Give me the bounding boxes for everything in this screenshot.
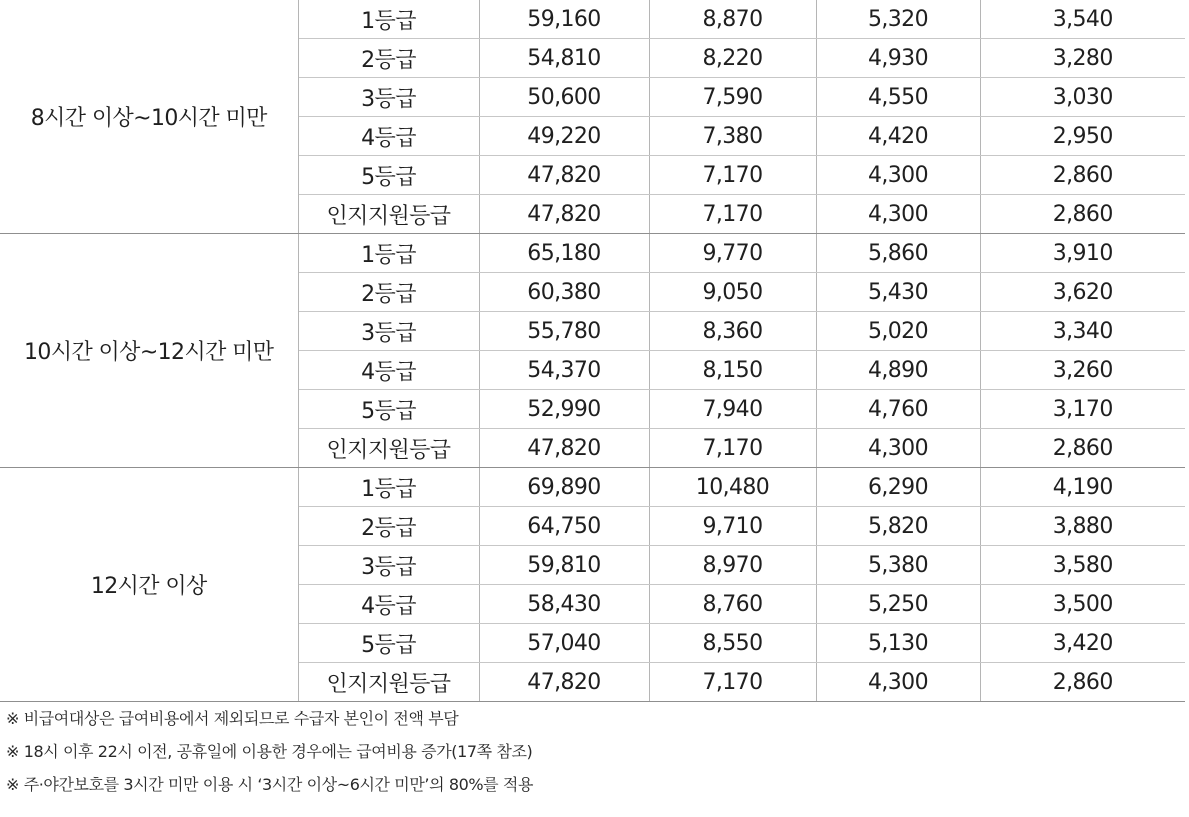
value-cell: 8,870 [649, 0, 816, 39]
notes [6, 704, 533, 803]
value-cell: 2,860 [980, 429, 1185, 468]
value-cell: 2,860 [980, 195, 1185, 234]
value-cell: 57,040 [479, 624, 649, 663]
value-cell: 4,300 [816, 429, 980, 468]
value-cell: 49,220 [479, 117, 649, 156]
value-cell: 3,420 [980, 624, 1185, 663]
value-cell: 7,590 [649, 78, 816, 117]
value-cell: 3,620 [980, 273, 1185, 312]
value-cell: 5,380 [816, 546, 980, 585]
grade-cell: 인지지원등급 [298, 195, 479, 234]
value-cell: 4,760 [816, 390, 980, 429]
value-cell: 55,780 [479, 312, 649, 351]
grade-cell: 인지지원등급 [298, 429, 479, 468]
value-cell: 54,810 [479, 39, 649, 78]
table-row [0, 0, 1185, 39]
value-cell: 6,290 [816, 468, 980, 507]
group-label: 10시간 이상~12시간 미만 [0, 234, 298, 468]
value-cell: 5,250 [816, 585, 980, 624]
grade-cell: 5등급 [298, 156, 479, 195]
value-cell: 60,380 [479, 273, 649, 312]
grade-cell: 1등급 [298, 468, 479, 507]
group-label: 12시간 이상 [0, 468, 298, 702]
value-cell: 4,930 [816, 39, 980, 78]
value-cell: 58,430 [479, 585, 649, 624]
note-1: ※ 비급여대상은 급여비용에서 제외되므로 수급자 본인이 전액 부담 [6, 709, 459, 728]
value-cell: 4,550 [816, 78, 980, 117]
value-cell: 54,370 [479, 351, 649, 390]
grade-cell: 4등급 [298, 117, 479, 156]
value-cell: 47,820 [479, 429, 649, 468]
value-cell: 8,970 [649, 546, 816, 585]
grade-cell: 3등급 [298, 546, 479, 585]
value-cell: 59,810 [479, 546, 649, 585]
grade-cell: 5등급 [298, 390, 479, 429]
value-cell: 3,500 [980, 585, 1185, 624]
value-cell: 3,170 [980, 390, 1185, 429]
value-cell: 8,360 [649, 312, 816, 351]
value-cell: 59,160 [479, 0, 649, 39]
value-cell: 2,860 [980, 156, 1185, 195]
value-cell: 7,940 [649, 390, 816, 429]
value-cell: 3,280 [980, 39, 1185, 78]
value-cell: 47,820 [479, 195, 649, 234]
value-cell: 50,600 [479, 78, 649, 117]
value-cell: 5,860 [816, 234, 980, 273]
value-cell: 47,820 [479, 156, 649, 195]
value-cell: 3,030 [980, 78, 1185, 117]
value-cell: 4,300 [816, 195, 980, 234]
value-cell: 4,190 [980, 468, 1185, 507]
value-cell: 5,320 [816, 0, 980, 39]
grade-cell: 3등급 [298, 312, 479, 351]
value-cell: 4,890 [816, 351, 980, 390]
value-cell: 4,300 [816, 663, 980, 702]
value-cell: 5,820 [816, 507, 980, 546]
grade-cell: 2등급 [298, 39, 479, 78]
value-cell: 2,860 [980, 663, 1185, 702]
value-cell: 3,880 [980, 507, 1185, 546]
value-cell: 9,050 [649, 273, 816, 312]
value-cell: 3,260 [980, 351, 1185, 390]
grade-cell: 인지지원등급 [298, 663, 479, 702]
table-row [0, 468, 1185, 507]
value-cell: 4,420 [816, 117, 980, 156]
value-cell: 5,430 [816, 273, 980, 312]
value-cell: 7,170 [649, 156, 816, 195]
table-row [0, 234, 1185, 273]
value-cell: 52,990 [479, 390, 649, 429]
value-cell: 69,890 [479, 468, 649, 507]
value-cell: 9,710 [649, 507, 816, 546]
note-2: ※ 18시 이후 22시 이전, 공휴일에 이용한 경우에는 급여비용 증가(17쪽 참조) [6, 742, 533, 761]
value-cell: 7,170 [649, 663, 816, 702]
value-cell: 7,170 [649, 195, 816, 234]
value-cell: 7,170 [649, 429, 816, 468]
value-cell: 64,750 [479, 507, 649, 546]
value-cell: 2,950 [980, 117, 1185, 156]
value-cell: 3,540 [980, 0, 1185, 39]
grade-cell: 5등급 [298, 624, 479, 663]
value-cell: 5,130 [816, 624, 980, 663]
value-cell: 3,580 [980, 546, 1185, 585]
value-cell: 8,220 [649, 39, 816, 78]
value-cell: 10,480 [649, 468, 816, 507]
grade-cell: 4등급 [298, 585, 479, 624]
grade-cell: 2등급 [298, 507, 479, 546]
group-label: 8시간 이상~10시간 미만 [0, 0, 298, 234]
value-cell: 5,020 [816, 312, 980, 351]
value-cell: 3,340 [980, 312, 1185, 351]
value-cell: 8,150 [649, 351, 816, 390]
grade-cell: 2등급 [298, 273, 479, 312]
value-cell: 8,760 [649, 585, 816, 624]
grade-cell: 3등급 [298, 78, 479, 117]
value-cell: 9,770 [649, 234, 816, 273]
value-cell: 4,300 [816, 156, 980, 195]
note-3: ※ 주·야간보호를 3시간 미만 이용 시 ‘3시간 이상~6시간 미만’의 80%를 적용 [6, 775, 534, 794]
grade-cell: 1등급 [298, 0, 479, 39]
grade-cell: 1등급 [298, 234, 479, 273]
value-cell: 3,910 [980, 234, 1185, 273]
value-cell: 7,380 [649, 117, 816, 156]
value-cell: 47,820 [479, 663, 649, 702]
grade-cell: 4등급 [298, 351, 479, 390]
value-cell: 65,180 [479, 234, 649, 273]
value-cell: 8,550 [649, 624, 816, 663]
